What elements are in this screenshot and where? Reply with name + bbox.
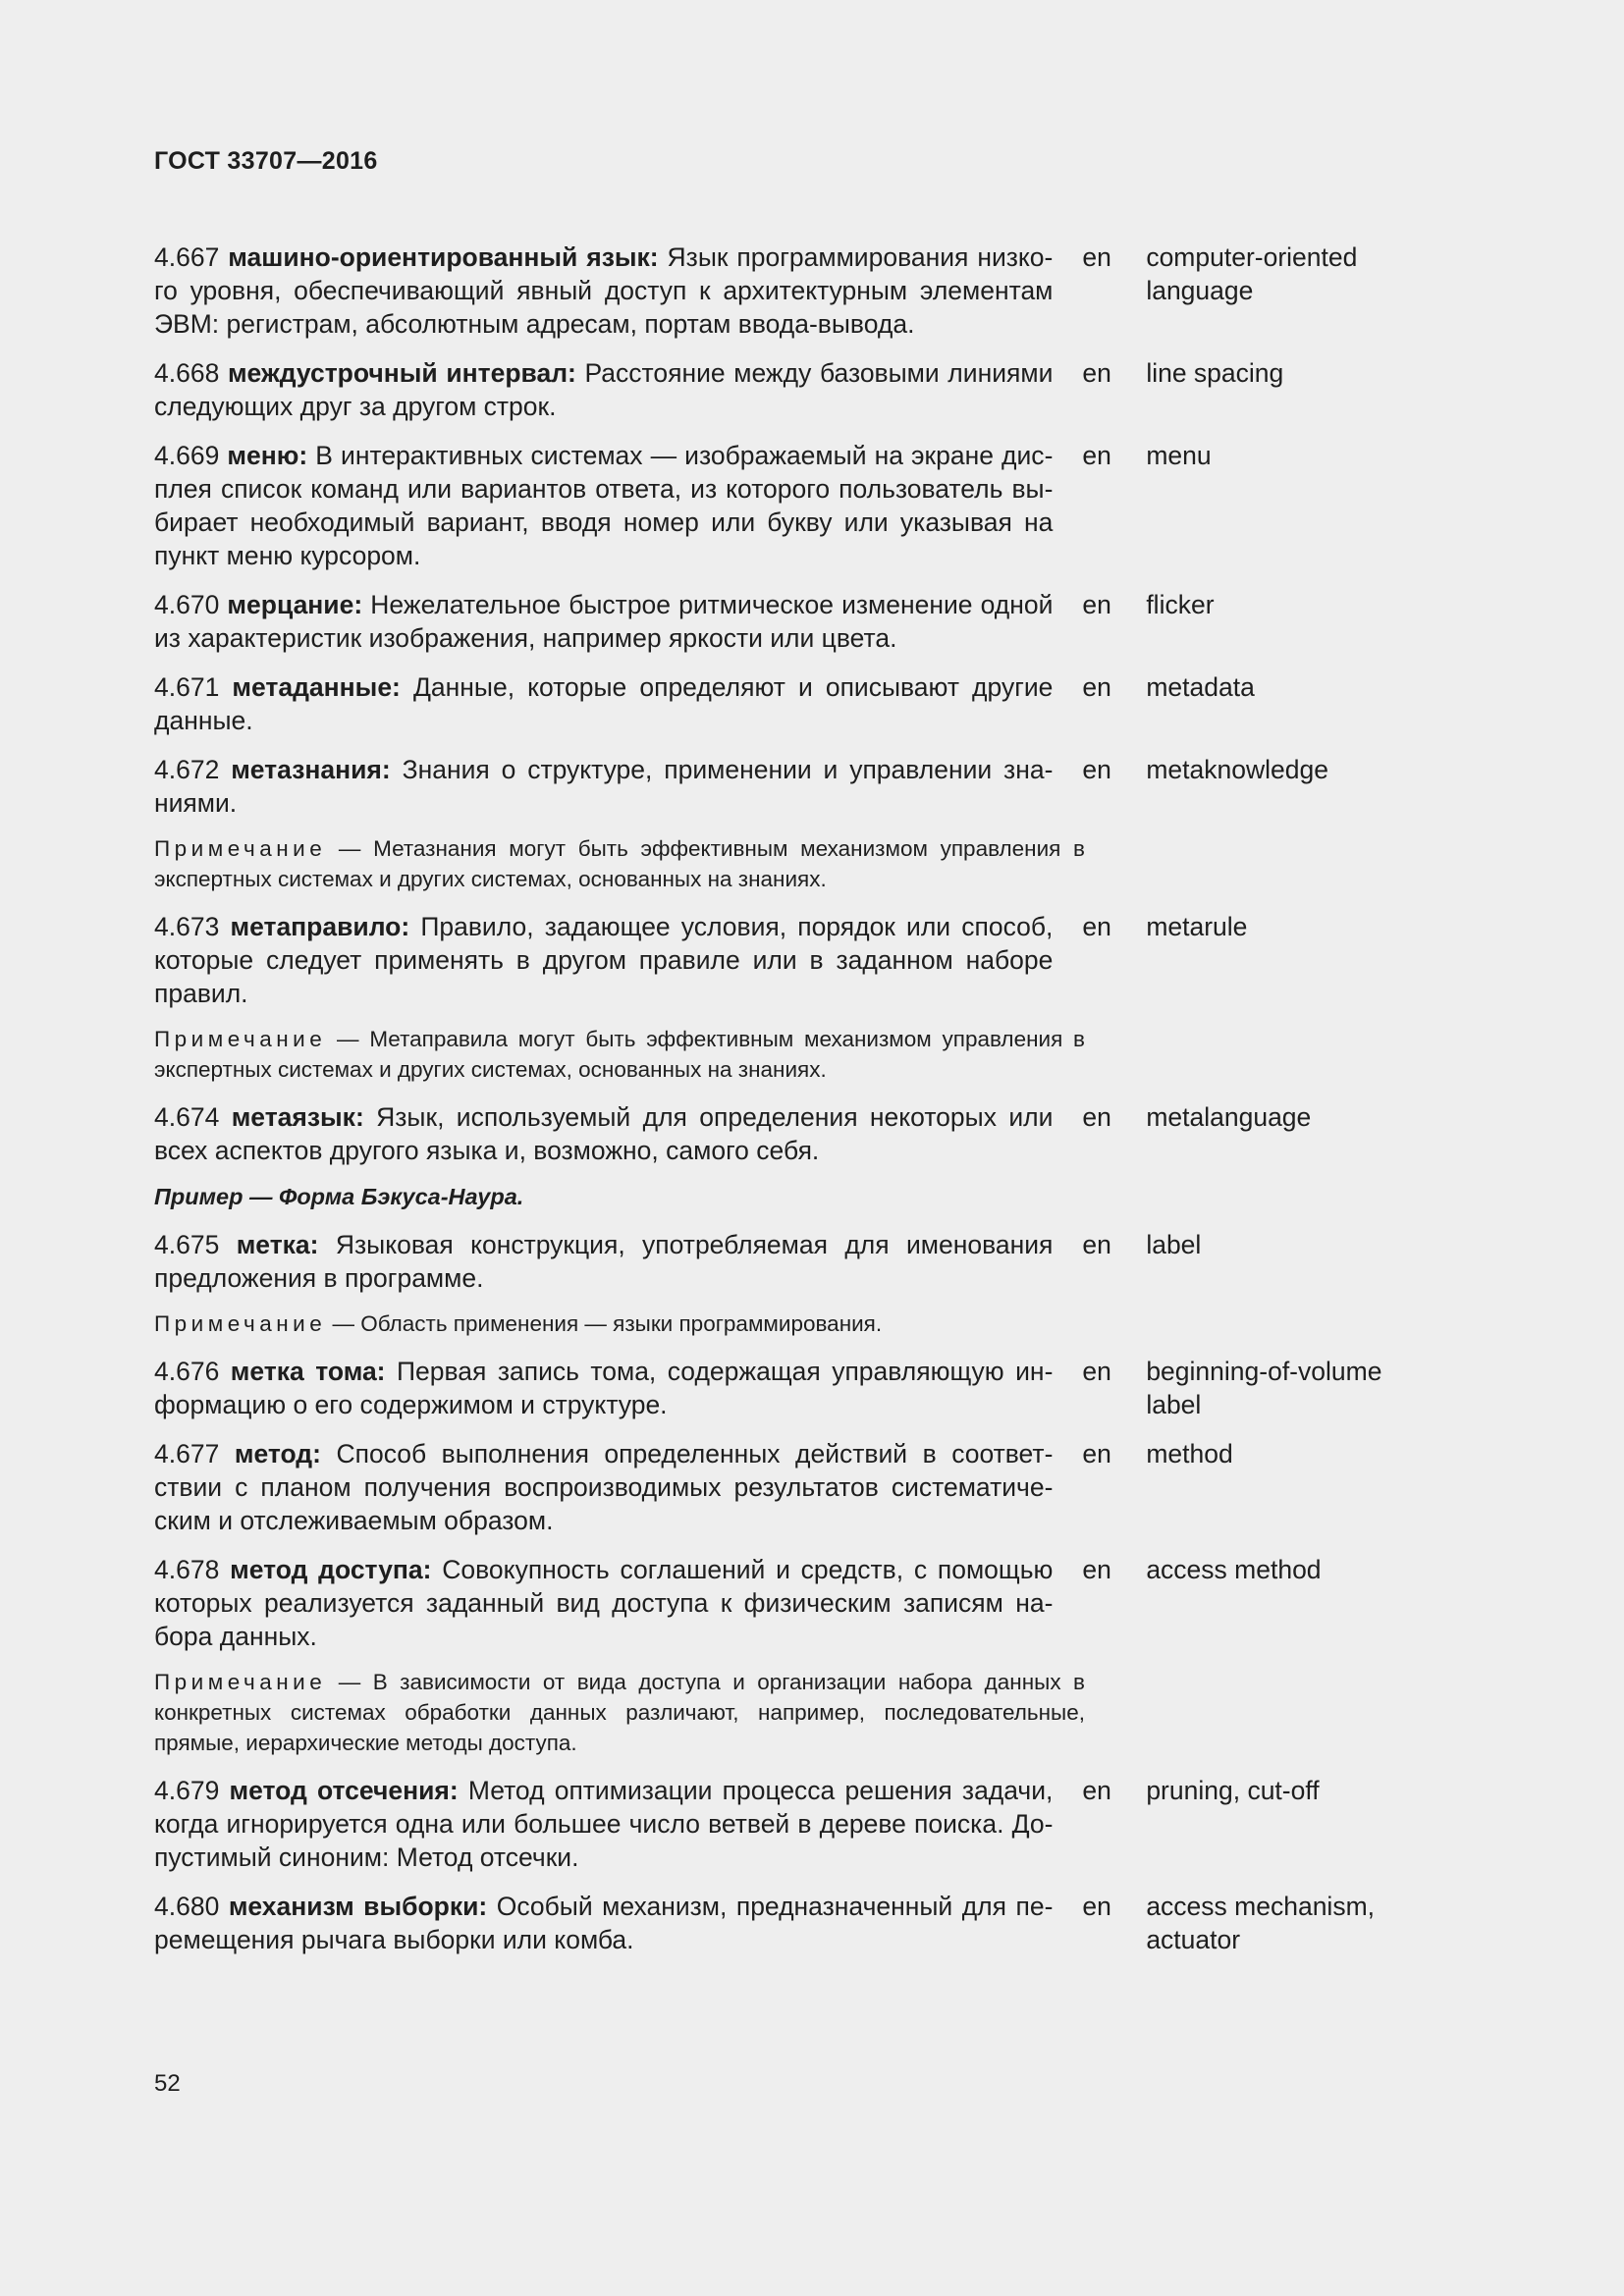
entry-text: Языковая конструкция, употребляемая для именования предложения в программе. xyxy=(154,1230,1054,1293)
entry-term: междустрочный интервал: xyxy=(227,358,576,388)
term-entry-4678 xyxy=(154,1553,1431,1653)
term-entry-4670 xyxy=(154,588,1431,655)
entry-en-term: line spacing xyxy=(1146,358,1284,388)
entry-number: 4.680 xyxy=(154,1892,220,1921)
entry-text: Правило, задающее условия, порядок или способ, которые следует применять в другом правиле или в заданном наборе правил. xyxy=(154,912,1054,1008)
entry-term: метод доступа: xyxy=(230,1555,432,1584)
entry-number: 4.668 xyxy=(154,358,220,388)
entry-en-term: method xyxy=(1146,1439,1233,1468)
entry-en-term: metadata xyxy=(1146,672,1255,702)
entry-lang: en xyxy=(1082,441,1111,470)
term-entry-4680 xyxy=(154,1890,1431,1956)
entry-text: Данные, которые определяют и описывают другие данные. xyxy=(154,672,1054,735)
entry-definition xyxy=(154,1774,1053,1874)
entry-term: метод: xyxy=(234,1439,321,1468)
entry-number: 4.672 xyxy=(154,755,220,784)
entry-en-term: metarule xyxy=(1146,912,1248,941)
note-4678 xyxy=(154,1667,1085,1758)
term-entry-4679 xyxy=(154,1774,1431,1874)
note-label: Примечание xyxy=(154,1027,327,1051)
entry-term: метаданные: xyxy=(232,672,401,702)
entry-lang: en xyxy=(1082,1230,1111,1259)
note-text: — Метазнания могут быть эффективным механизмом управления в экспертных системах и других системах, основанных на знаниях. xyxy=(154,836,1085,891)
entry-en-term: access mechanism, actuator xyxy=(1146,1892,1376,1954)
entry-en-term: menu xyxy=(1146,441,1212,470)
entry-definition xyxy=(154,1437,1053,1537)
entry-number: 4.678 xyxy=(154,1555,220,1584)
entry-lang: en xyxy=(1082,1439,1111,1468)
entry-term: метка: xyxy=(236,1230,319,1259)
entry-text: Язык, используемый для определения некоторых или всех аспектов другого языка и, возможно, самого себя. xyxy=(154,1102,1054,1165)
entry-number: 4.671 xyxy=(154,672,220,702)
term-entry-4669 xyxy=(154,439,1431,572)
entry-lang: en xyxy=(1082,1892,1111,1921)
note-text: — Область применения — языки программирования. xyxy=(332,1311,883,1336)
note-4675 xyxy=(154,1308,1085,1339)
entry-number: 4.677 xyxy=(154,1439,220,1468)
entry-en-term: flicker xyxy=(1146,590,1215,619)
entry-lang: en xyxy=(1082,1102,1111,1132)
entry-text: Нежелательное быстрое ритмическое изменение одной из характеристик изображения, например яркости или цвета. xyxy=(154,590,1054,653)
term-entry-4673 xyxy=(154,910,1431,1010)
note-text: — В зависимости от вида доступа и организации набора данных в конкретных системах обработки данных различают, например, последовательные, прямые, иерархические методы доступа. xyxy=(154,1670,1085,1755)
note-4672 xyxy=(154,833,1085,894)
entry-number: 4.674 xyxy=(154,1102,220,1132)
entry-number: 4.675 xyxy=(154,1230,220,1259)
entry-term: метаязык: xyxy=(231,1102,364,1132)
entry-text: Первая запись тома, содержащая управляющую информацию о его содержимом и структуре. xyxy=(154,1357,1054,1419)
entry-definition xyxy=(154,1100,1053,1167)
entry-term: метка тома: xyxy=(230,1357,386,1386)
entry-lang: en xyxy=(1082,1357,1111,1386)
entry-en-term: beginning-of-volume label xyxy=(1146,1357,1382,1419)
entry-text: Совокупность соглашений и средств, с помощью которых реализуется заданный вид доступа к физическим записям набора данных. xyxy=(154,1555,1054,1651)
term-entry-4674 xyxy=(154,1100,1431,1167)
entry-lang: en xyxy=(1082,755,1111,784)
entry-definition xyxy=(154,670,1053,737)
example-4674: Пример — Форма Бэкуса-Наура. xyxy=(154,1184,524,1209)
entry-en-term: access method xyxy=(1146,1555,1322,1584)
term-entry-4668 xyxy=(154,356,1431,423)
note-label: Примечание xyxy=(154,1311,327,1336)
entry-en-term: metalanguage xyxy=(1146,1102,1312,1132)
entry-term: метазнания: xyxy=(231,755,391,784)
entry-text: Расстояние между базовыми линиями следующих друг за другом строк. xyxy=(154,358,1054,421)
note-label: Примечание xyxy=(154,836,327,861)
note-label: Примечание xyxy=(154,1670,327,1694)
term-entry-4677 xyxy=(154,1437,1431,1537)
term-entry-4671 xyxy=(154,670,1431,737)
entry-number: 4.679 xyxy=(154,1776,220,1805)
entry-number: 4.667 xyxy=(154,242,220,272)
term-entry-4676 xyxy=(154,1355,1431,1421)
entry-definition xyxy=(154,439,1053,572)
terms-list xyxy=(154,240,1431,1956)
entry-definition xyxy=(154,1890,1053,1956)
entry-number: 4.676 xyxy=(154,1357,220,1386)
entry-definition xyxy=(154,356,1053,423)
entry-definition xyxy=(154,1355,1053,1421)
entry-lang: en xyxy=(1082,242,1111,272)
entry-text: Способ выполнения определенных действий в соответствии с планом получения воспроизводимых результатов систематическим и отслеживаемым образом. xyxy=(154,1439,1054,1535)
entry-term: механизм выборки: xyxy=(228,1892,488,1921)
entry-en-term: computer-oriented language xyxy=(1146,242,1358,305)
term-entry-4667 xyxy=(154,240,1431,341)
entry-lang: en xyxy=(1082,1555,1111,1584)
entry-term: метаправило: xyxy=(230,912,410,941)
entry-definition xyxy=(154,910,1053,1010)
entry-lang: en xyxy=(1082,358,1111,388)
entry-lang: en xyxy=(1082,590,1111,619)
entry-definition xyxy=(154,1553,1053,1653)
entry-text: Особый механизм, предназначенный для перемещения рычага выборки или комба. xyxy=(154,1892,1054,1954)
entry-text: Язык программирования низкого уровня, обеспечивающий явный доступ к архитектурным элементам ЭВМ: регистрам, абсолютным адресам, портам ввода-вывода. xyxy=(154,242,1054,339)
entry-lang: en xyxy=(1082,1776,1111,1805)
page-number: 52 xyxy=(154,2070,181,2097)
note-text: — Метаправила могут быть эффективным механизмом управления в экспертных системах и других системах, основанных на знаниях. xyxy=(154,1027,1085,1082)
entry-term: мерцание: xyxy=(227,590,363,619)
term-entry-4675 xyxy=(154,1228,1431,1295)
entry-lang: en xyxy=(1082,912,1111,941)
entry-number: 4.670 xyxy=(154,590,220,619)
term-entry-4672 xyxy=(154,753,1431,820)
entry-text: Метод оптимизации процесса решения задачи, когда игнорируется одна или большее число ветвей в дереве поиска. Допустимый синоним: Метод отсечки. xyxy=(154,1776,1054,1872)
entry-number: 4.673 xyxy=(154,912,220,941)
entry-term: метод отсечения: xyxy=(229,1776,459,1805)
entry-term: машино-ориентированный язык: xyxy=(228,242,659,272)
entry-en-term: pruning, cut-off xyxy=(1146,1776,1320,1805)
entry-definition xyxy=(154,1228,1053,1295)
entry-number: 4.669 xyxy=(154,441,220,470)
entry-term: меню: xyxy=(227,441,308,470)
entry-definition xyxy=(154,753,1053,820)
entry-text: В интерактивных системах — изображаемый на экране дисплея список команд или вариантов ответа, из которого пользователь выбирает необходимый вариант, вводя номер или букву или указывая на пункт меню курсором. xyxy=(154,441,1054,570)
entry-lang: en xyxy=(1082,672,1111,702)
note-4673 xyxy=(154,1024,1085,1085)
entry-text: Знания о структуре, применении и управлении знаниями. xyxy=(154,755,1054,818)
entry-definition xyxy=(154,240,1053,341)
document-header: ГОСТ 33707—2016 xyxy=(154,147,378,175)
entry-en-term: metaknowledge xyxy=(1146,755,1328,784)
entry-definition xyxy=(154,588,1053,655)
entry-en-term: label xyxy=(1146,1230,1202,1259)
